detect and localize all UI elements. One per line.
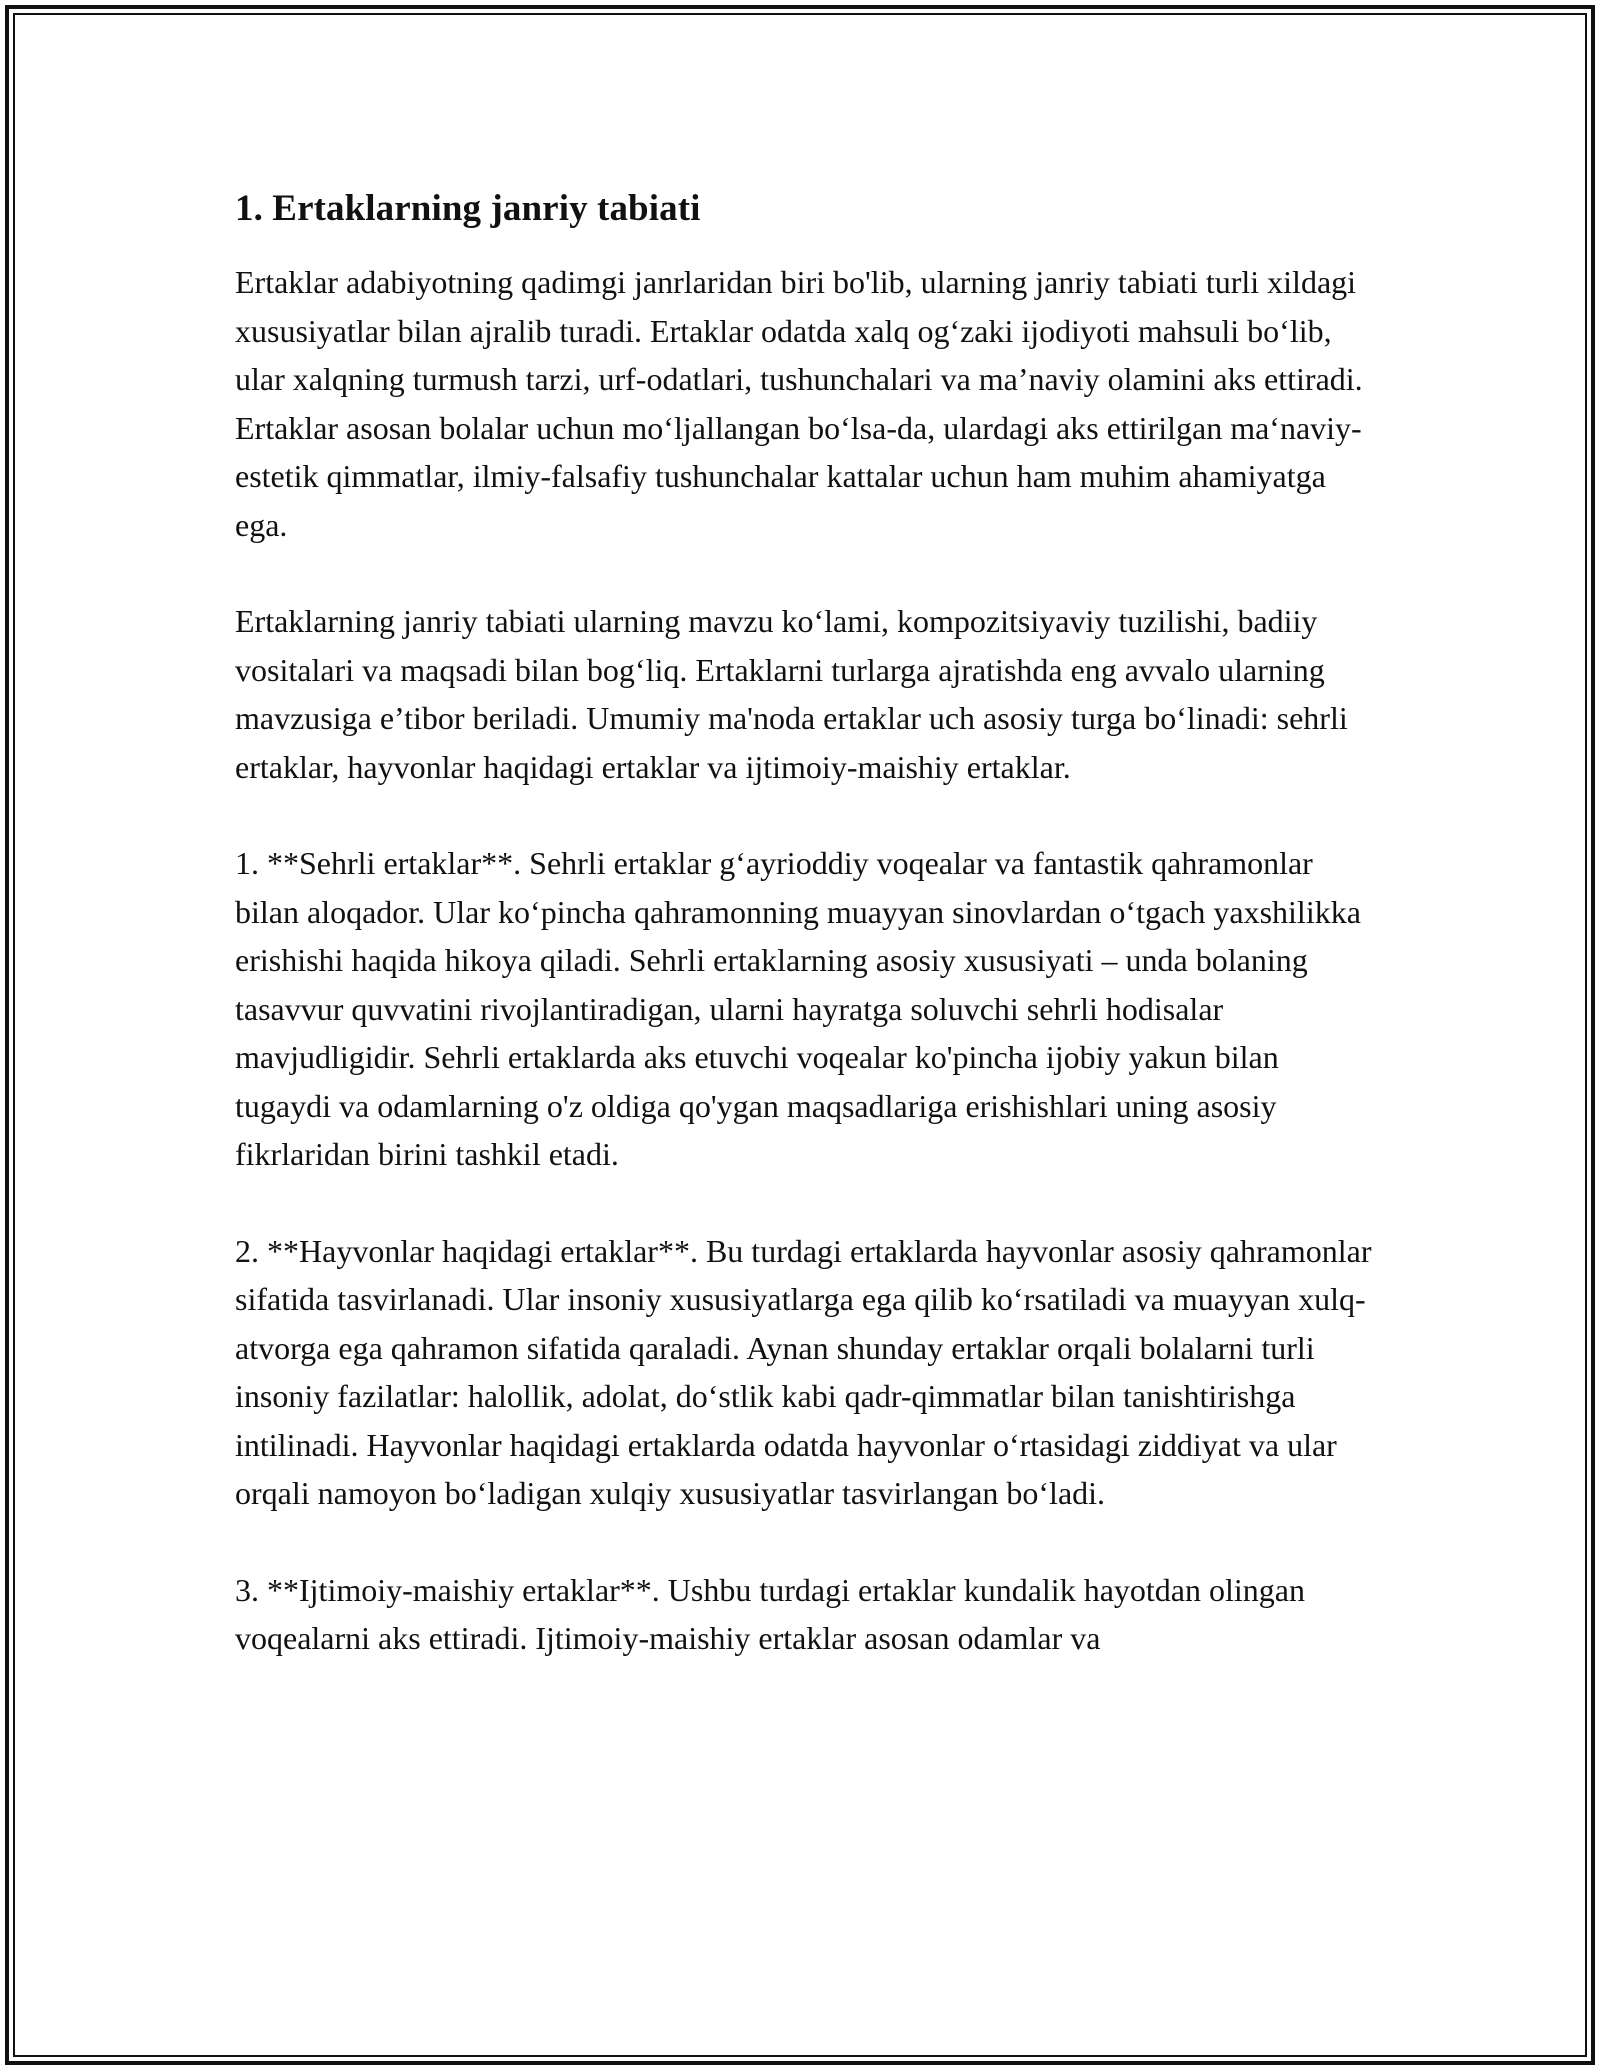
paragraph-intro: Ertaklar adabiyotning qadimgi janrlaridan biri bo'lib, ularning janriy tabiati turli xildagi xususiyatlar bilan ajralib turadi. Ertaklar odatda xalq og‘zaki ijodiyoti mahsuli bo‘lib, ular xalqning turmush tarzi, urf-odatlari, tushunchalari va ma’naviy olamini aks ettiradi. Ertaklar asosan bolalar uchun mo‘ljallangan bo‘lsa-da, ulardagi aks ettirilgan ma‘naviy-estetik qimmatlar, ilmiy-falsafiy tushunchalar kattalar uchun ham muhim ahamiyatga ega. — [235, 264, 1363, 543]
section-heading: 1. Ertaklarning janriy tabiati — [235, 188, 701, 229]
paragraph-classification: Ertaklarning janriy tabiati ularning mavzu ko‘lami, kompozitsiyaviy tuzilishi, badiiy vositalari va maqsadi bilan bog‘liq. Ertaklarni turlarga ajratishda eng avvalo ularning mavzusiga e’tibor beriladi. Umumiy ma'noda ertaklar uch asosiy turga bo‘linadi: sehrli ertaklar, hayvonlar haqidagi ertaklar va ijtimoiy-maishiy ertaklar. — [235, 603, 1348, 785]
paragraph-animal-tales: 2. **Hayvonlar haqidagi ertaklar**. Bu turdagi ertaklarda hayvonlar asosiy qahramonlar sifatida tasvirlanadi. Ular insoniy xususiyatlarga ega qilib ko‘rsatiladi va muayyan xulq-atvorga ega qahramon sifatida qaraladi. Aynan shunday ertaklar orqali bolalarni turli insoniy fazilatlar: halollik, adolat, do‘stlik kabi qadr-qimmatlar bilan tanishtirishga intilinadi. Hayvonlar haqidagi ertaklarda odatda hayvonlar o‘rtasidagi ziddiyat va ular orqali namoyon bo‘ladigan xulqiy xususiyatlar tasvirlangan bo‘ladi. — [235, 1232, 1372, 1511]
paragraph-magic-tales: 1. **Sehrli ertaklar**. Sehrli ertaklar g‘ayrioddiy voqealar va fantastik qahramonlar bilan aloqador. Ular ko‘pincha qahramonning muayyan sinovlardan o‘tgach yaxshilikka erishishi haqida hikoya qiladi. Sehrli ertaklarning asosiy xususiyati – unda bolaning tasavvur quvvatini rivojlantiradigan, ularni hayratga soluvchi sehrli hodisalar mavjudligidir. Sehrli ertaklarda aks etuvchi voqealar ko'pincha ijobiy yakun bilan tugaydi va odamlarning o'z oldiga qo'ygan maqsadlariga erishishlari uning asosiy fikrlaridan birini tashkil etadi. — [235, 845, 1361, 1172]
paragraph-social-tales: 3. **Ijtimoiy-maishiy ertaklar**. Ushbu turdagi ertaklar kundalik hayotdan olingan voqealarni aks ettiradi. Ijtimoiy-maishiy ertaklar asosan odamlar va — [235, 1571, 1305, 1656]
document-body — [235, 186, 1375, 1663]
